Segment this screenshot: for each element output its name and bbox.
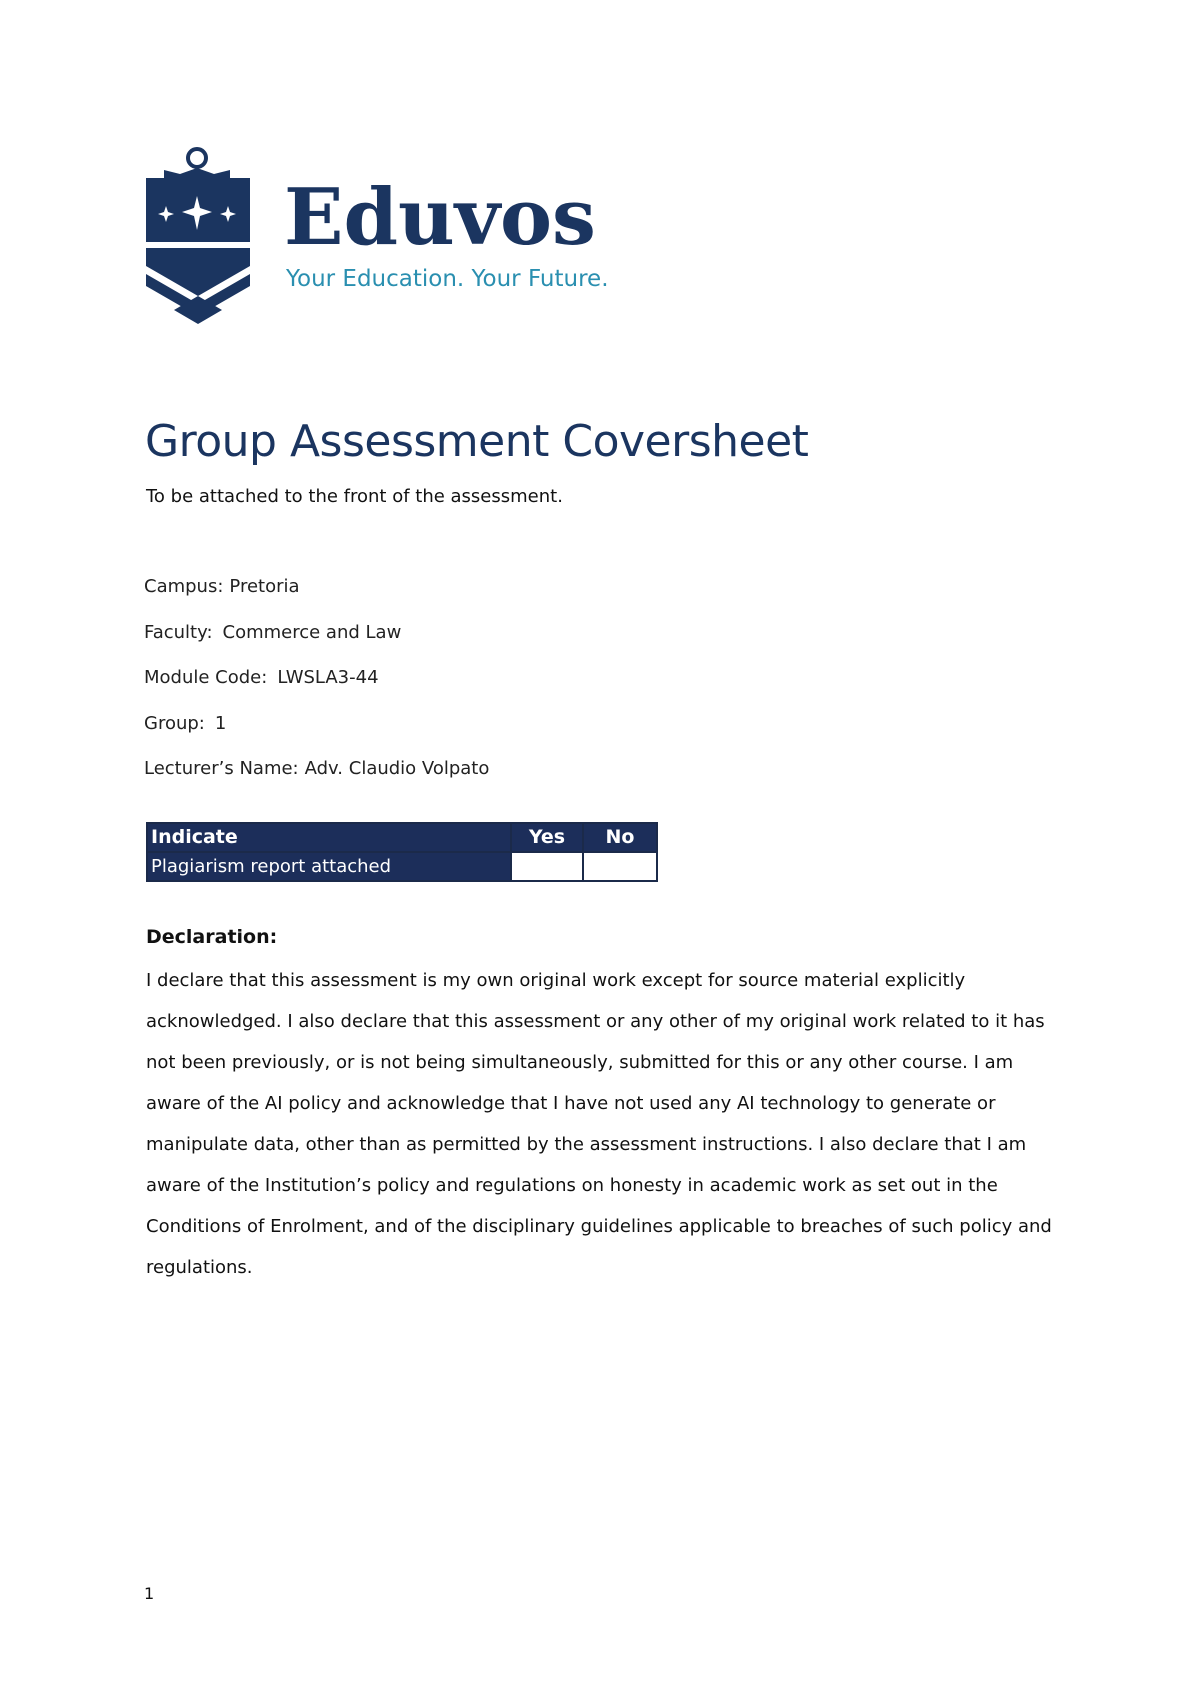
plagiarism-report-label: Plagiarism report attached <box>147 852 511 881</box>
eduvos-logo <box>144 144 644 324</box>
campus-field <box>144 576 300 597</box>
table-row <box>147 852 657 881</box>
indicate-table <box>146 822 658 882</box>
logo-ring-icon <box>188 149 206 167</box>
declaration-text: I declare that this assessment is my own original work except for source material explicitly acknowledged. I also declare that this assessment or any other of my original work related to it has not been previously, or is not being simultaneously, submitted for this or any other course. I am aware of the AI policy and acknowledge that I have not used any AI technology to generate or manipulate data, other than as permitted by the assessment instructions. I also declare that I am aware of the Institution’s policy and regulations on honesty in academic work as set out in the Conditions of Enrolment, and of the disciplinary guidelines applicable to breaches of such policy and regulations. <box>146 970 1052 1278</box>
field-label: Module Code: <box>144 667 268 688</box>
field-value: Adv. Claudio Volpato <box>304 758 490 779</box>
header-no: No <box>583 823 657 852</box>
plagiarism-yes-checkbox[interactable] <box>511 852 583 881</box>
declaration-heading: Declaration: <box>146 926 278 948</box>
group-field <box>144 713 226 734</box>
table-header-row <box>147 823 657 852</box>
page-subtitle: To be attached to the front of the assessment. <box>146 486 563 507</box>
field-value: Pretoria <box>229 576 300 597</box>
field-label: Lecturer’s Name: <box>144 758 299 779</box>
field-value: LWSLA3-44 <box>277 667 379 688</box>
faculty-field <box>144 622 401 643</box>
field-value: Commerce and Law <box>222 622 402 643</box>
header-yes: Yes <box>511 823 583 852</box>
logo-brand-name: Eduvos <box>284 172 596 263</box>
eduvos-logo-graphic <box>144 144 644 324</box>
header-indicate: Indicate <box>147 823 511 852</box>
page-number: 1 <box>144 1584 155 1603</box>
field-value: 1 <box>214 713 227 734</box>
lecturer-name-field <box>144 758 489 779</box>
plagiarism-no-checkbox[interactable] <box>583 852 657 881</box>
field-label: Faculty: <box>144 622 213 643</box>
logo-tagline: Your Education. Your Future. <box>286 266 609 292</box>
page-title: Group Assessment Coversheet <box>145 416 809 467</box>
field-label: Campus: <box>144 576 224 597</box>
module-code-field <box>144 667 379 688</box>
field-label: Group: <box>144 713 205 734</box>
